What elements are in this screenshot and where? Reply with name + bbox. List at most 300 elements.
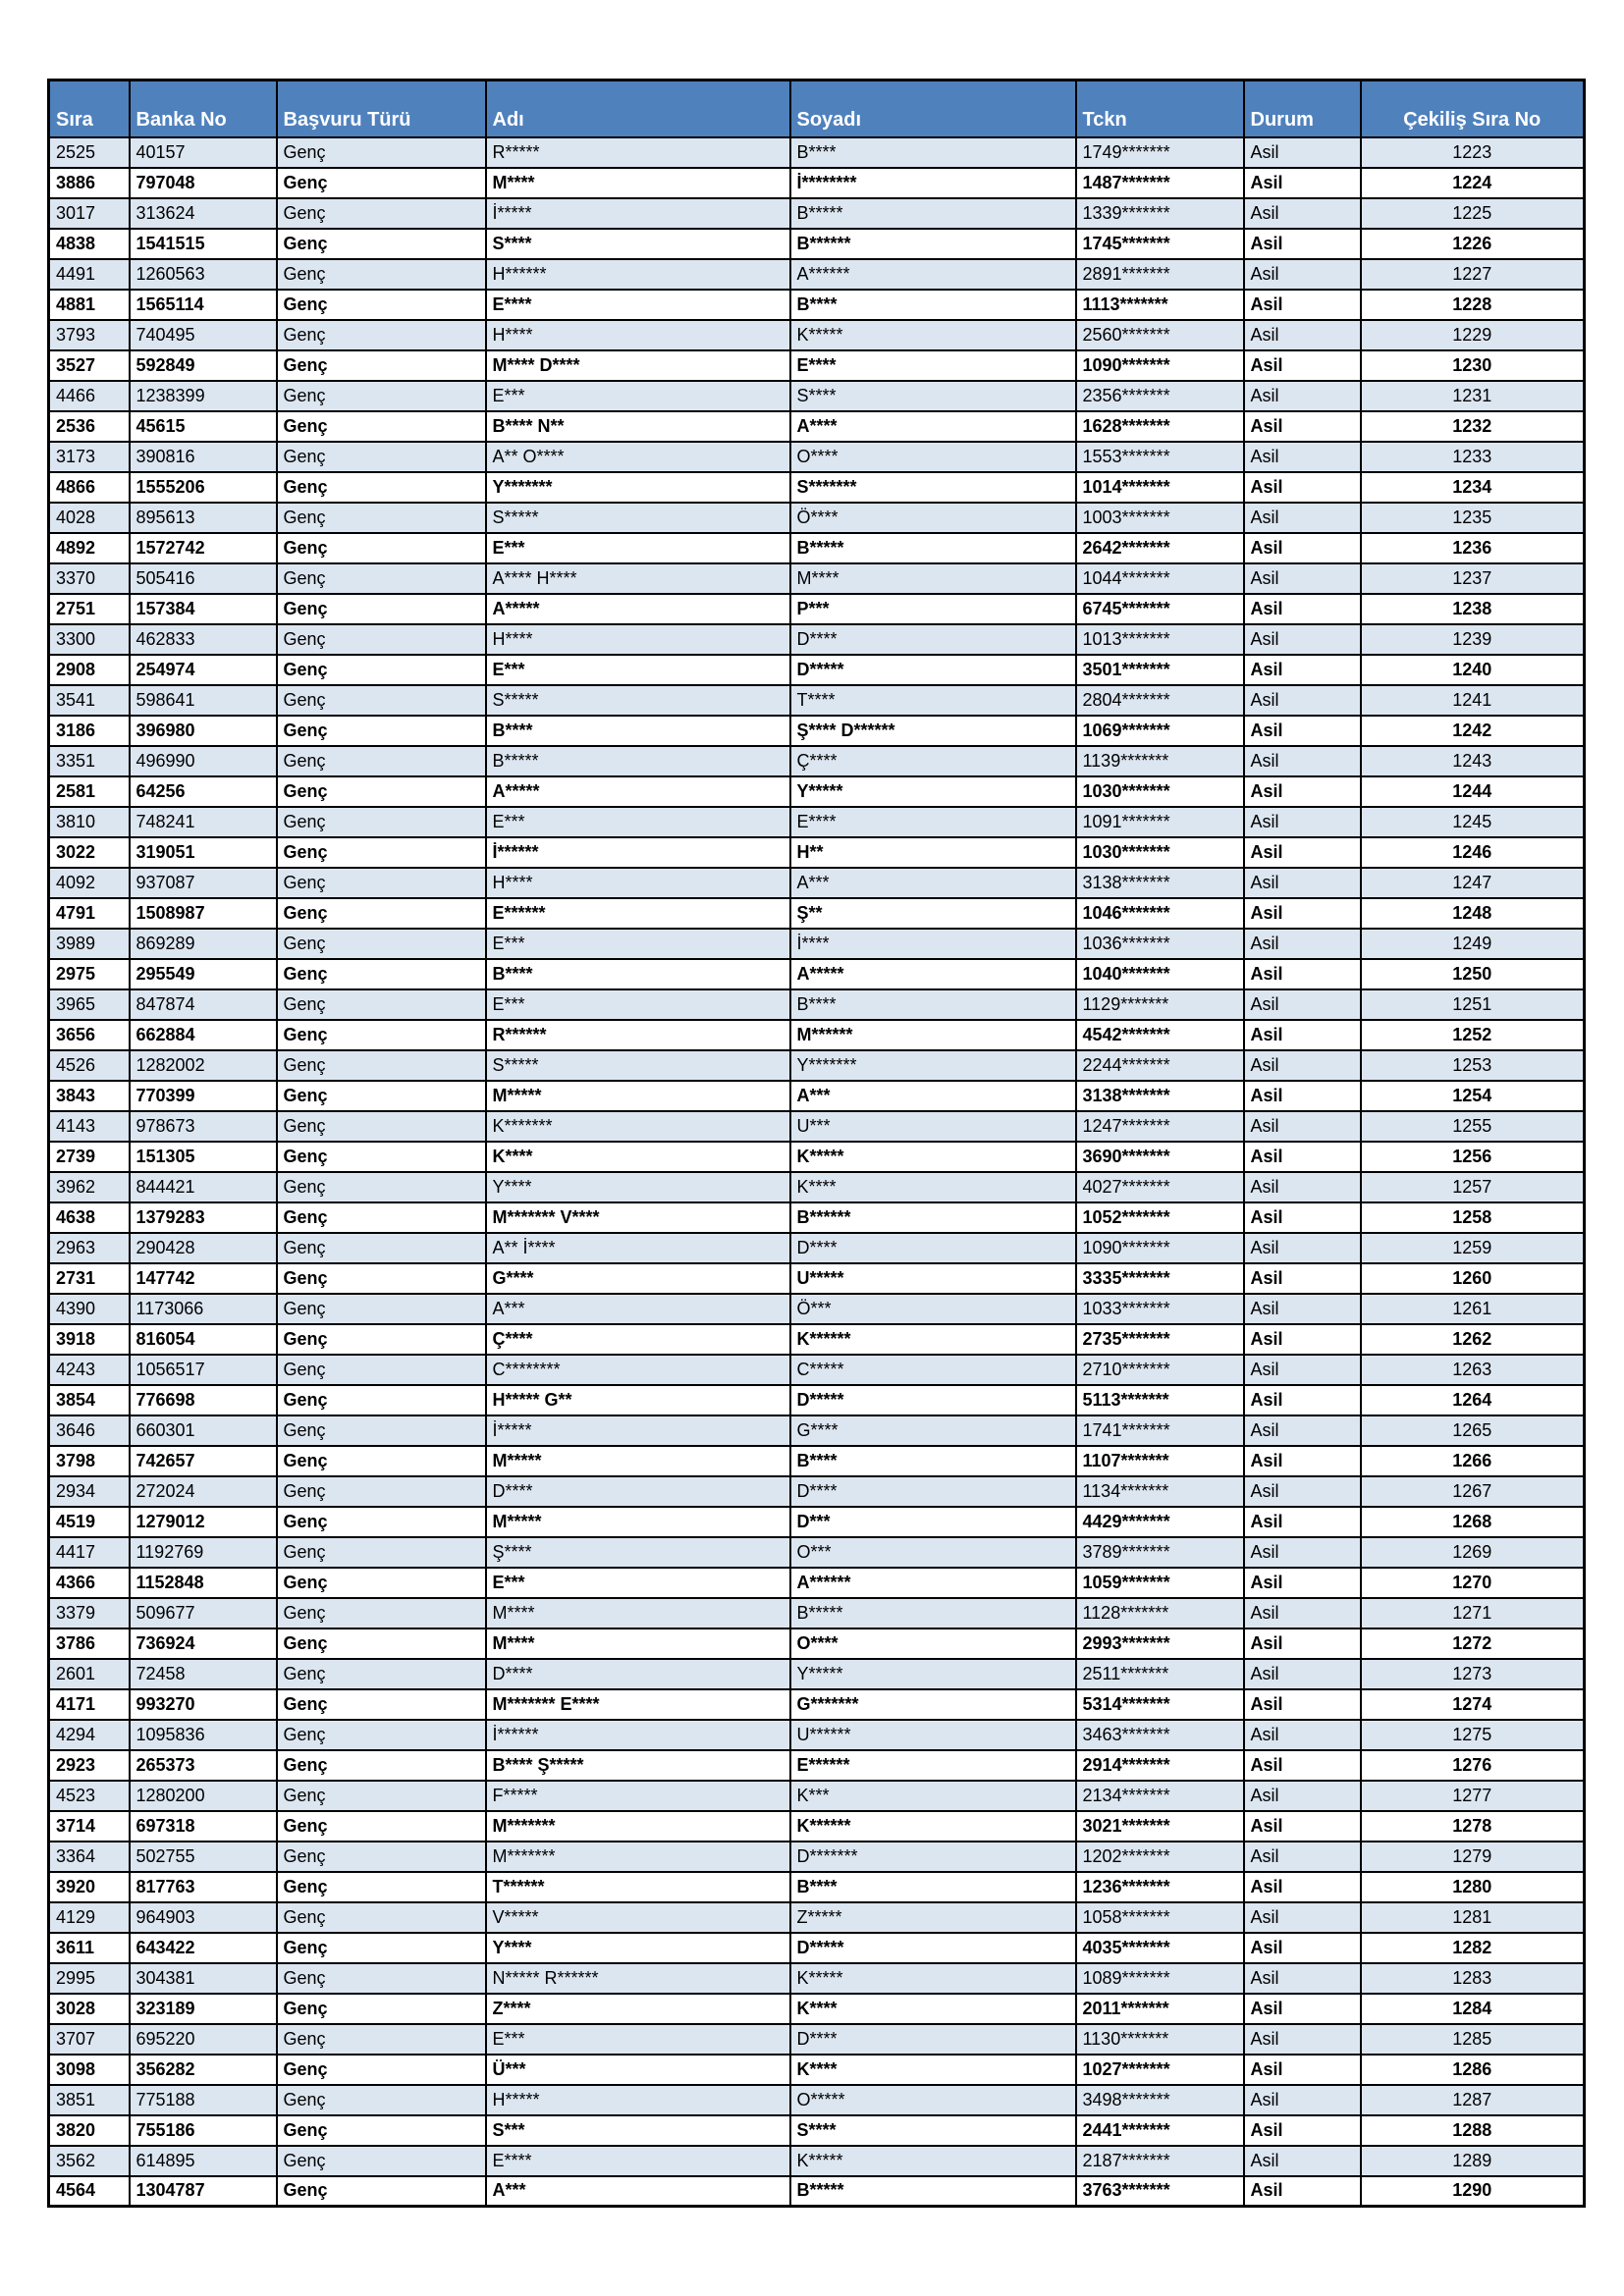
cell-banka-no: 797048 xyxy=(130,168,277,198)
cell-tckn: 1014******* xyxy=(1076,472,1244,503)
cell-basvuru-turu: Genç xyxy=(277,1963,486,1994)
cell-cekilis-sira-no: 1273 xyxy=(1361,1659,1585,1689)
cell-banka-no: 502755 xyxy=(130,1842,277,1872)
cell-soyadi: Ö**** xyxy=(790,503,1076,533)
cell-basvuru-turu: Genç xyxy=(277,868,486,898)
cell-basvuru-turu: Genç xyxy=(277,716,486,746)
cell-tckn: 2441******* xyxy=(1076,2115,1244,2146)
cell-durum: Asil xyxy=(1244,1963,1361,1994)
cell-durum: Asil xyxy=(1244,503,1361,533)
cell-sira: 3656 xyxy=(49,1020,130,1050)
cell-banka-no: 695220 xyxy=(130,2024,277,2055)
cell-soyadi: U***** xyxy=(790,1263,1076,1294)
cell-sira: 3798 xyxy=(49,1446,130,1476)
cell-tckn: 2187******* xyxy=(1076,2146,1244,2176)
table-row xyxy=(49,807,1585,837)
cell-sira: 2739 xyxy=(49,1142,130,1172)
cell-basvuru-turu: Genç xyxy=(277,1020,486,1050)
cell-soyadi: B**** xyxy=(790,1446,1076,1476)
column-header-banka-no: Banka No xyxy=(130,80,277,137)
cell-tckn: 3335******* xyxy=(1076,1263,1244,1294)
cell-sira: 4366 xyxy=(49,1568,130,1598)
cell-banka-no: 295549 xyxy=(130,959,277,989)
cell-tckn: 1030******* xyxy=(1076,837,1244,868)
cell-tckn: 3498******* xyxy=(1076,2085,1244,2115)
table-row xyxy=(49,1629,1585,1659)
cell-banka-no: 740495 xyxy=(130,320,277,350)
cell-cekilis-sira-no: 1227 xyxy=(1361,259,1585,290)
cell-banka-no: 775188 xyxy=(130,2085,277,2115)
cell-sira: 3965 xyxy=(49,989,130,1020)
cell-banka-no: 1260563 xyxy=(130,259,277,290)
table-row xyxy=(49,1902,1585,1933)
cell-soyadi: K***** xyxy=(790,1142,1076,1172)
cell-sira: 3562 xyxy=(49,2146,130,2176)
table-row xyxy=(49,1415,1585,1446)
table-row xyxy=(49,1050,1585,1081)
cell-soyadi: B***** xyxy=(790,1598,1076,1629)
cell-durum: Asil xyxy=(1244,1081,1361,1111)
cell-cekilis-sira-no: 1280 xyxy=(1361,1872,1585,1902)
cell-cekilis-sira-no: 1267 xyxy=(1361,1476,1585,1507)
cell-sira: 3300 xyxy=(49,624,130,655)
cell-soyadi: Ö*** xyxy=(790,1294,1076,1324)
cell-durum: Asil xyxy=(1244,776,1361,807)
cell-basvuru-turu: Genç xyxy=(277,1202,486,1233)
cell-basvuru-turu: Genç xyxy=(277,776,486,807)
cell-sira: 2923 xyxy=(49,1750,130,1781)
cell-durum: Asil xyxy=(1244,1842,1361,1872)
cell-adi: E*** xyxy=(486,381,790,411)
cell-durum: Asil xyxy=(1244,807,1361,837)
column-header-soyadi: Soyadı xyxy=(790,80,1076,137)
table-row xyxy=(49,776,1585,807)
cell-cekilis-sira-no: 1249 xyxy=(1361,929,1585,959)
cell-soyadi: K***** xyxy=(790,320,1076,350)
cell-basvuru-turu: Genç xyxy=(277,2055,486,2085)
cell-durum: Asil xyxy=(1244,229,1361,259)
cell-durum: Asil xyxy=(1244,2055,1361,2085)
cell-cekilis-sira-no: 1284 xyxy=(1361,1994,1585,2024)
cell-soyadi: D***** xyxy=(790,655,1076,685)
cell-soyadi: E**** xyxy=(790,807,1076,837)
cell-durum: Asil xyxy=(1244,563,1361,594)
cell-banka-no: 697318 xyxy=(130,1811,277,1842)
cell-soyadi: U*** xyxy=(790,1111,1076,1142)
cell-durum: Asil xyxy=(1244,2024,1361,2055)
cell-soyadi: A****** xyxy=(790,1568,1076,1598)
table-row xyxy=(49,929,1585,959)
cell-durum: Asil xyxy=(1244,381,1361,411)
cell-basvuru-turu: Genç xyxy=(277,1415,486,1446)
cell-basvuru-turu: Genç xyxy=(277,1324,486,1355)
cell-cekilis-sira-no: 1277 xyxy=(1361,1781,1585,1811)
cell-adi: E*** xyxy=(486,533,790,563)
cell-adi: İ***** xyxy=(486,198,790,229)
cell-basvuru-turu: Genç xyxy=(277,1294,486,1324)
cell-adi: H***** xyxy=(486,2085,790,2115)
cell-adi: H**** xyxy=(486,320,790,350)
cell-sira: 4390 xyxy=(49,1294,130,1324)
cell-cekilis-sira-no: 1289 xyxy=(1361,2146,1585,2176)
cell-sira: 2975 xyxy=(49,959,130,989)
cell-sira: 4171 xyxy=(49,1689,130,1720)
cell-cekilis-sira-no: 1224 xyxy=(1361,168,1585,198)
cell-basvuru-turu: Genç xyxy=(277,1811,486,1842)
cell-cekilis-sira-no: 1269 xyxy=(1361,1537,1585,1568)
cell-sira: 4866 xyxy=(49,472,130,503)
cell-basvuru-turu: Genç xyxy=(277,1233,486,1263)
table-row xyxy=(49,655,1585,685)
cell-cekilis-sira-no: 1241 xyxy=(1361,685,1585,716)
cell-cekilis-sira-no: 1261 xyxy=(1361,1294,1585,1324)
cell-adi: B**** Ş***** xyxy=(486,1750,790,1781)
cell-tckn: 1091******* xyxy=(1076,807,1244,837)
cell-tckn: 2011******* xyxy=(1076,1994,1244,2024)
cell-sira: 2963 xyxy=(49,1233,130,1263)
cell-sira: 2934 xyxy=(49,1476,130,1507)
cell-basvuru-turu: Genç xyxy=(277,1994,486,2024)
cell-soyadi: K***** xyxy=(790,2146,1076,2176)
cell-tckn: 1044******* xyxy=(1076,563,1244,594)
cell-tckn: 3138******* xyxy=(1076,1081,1244,1111)
cell-cekilis-sira-no: 1255 xyxy=(1361,1111,1585,1142)
cell-adi: V***** xyxy=(486,1902,790,1933)
cell-soyadi: Y***** xyxy=(790,776,1076,807)
cell-tckn: 1058******* xyxy=(1076,1902,1244,1933)
cell-soyadi: B***** xyxy=(790,2176,1076,2207)
cell-adi: Y**** xyxy=(486,1933,790,1963)
cell-banka-no: 1555206 xyxy=(130,472,277,503)
cell-cekilis-sira-no: 1259 xyxy=(1361,1233,1585,1263)
cell-banka-no: 509677 xyxy=(130,1598,277,1629)
cell-durum: Asil xyxy=(1244,1568,1361,1598)
cell-tckn: 3501******* xyxy=(1076,655,1244,685)
cell-banka-no: 844421 xyxy=(130,1172,277,1202)
cell-soyadi: C***** xyxy=(790,1355,1076,1385)
cell-basvuru-turu: Genç xyxy=(277,1263,486,1294)
cell-cekilis-sira-no: 1235 xyxy=(1361,503,1585,533)
table-header-row xyxy=(49,80,1585,137)
cell-basvuru-turu: Genç xyxy=(277,1355,486,1385)
cell-banka-no: 1095836 xyxy=(130,1720,277,1750)
cell-sira: 3370 xyxy=(49,563,130,594)
cell-adi: R***** xyxy=(486,137,790,168)
cell-adi: A*** xyxy=(486,2176,790,2207)
cell-basvuru-turu: Genç xyxy=(277,472,486,503)
column-header-basvuru-turu: Başvuru Türü xyxy=(277,80,486,137)
cell-banka-no: 323189 xyxy=(130,1994,277,2024)
cell-basvuru-turu: Genç xyxy=(277,1568,486,1598)
cell-sira: 4791 xyxy=(49,898,130,929)
cell-durum: Asil xyxy=(1244,746,1361,776)
cell-basvuru-turu: Genç xyxy=(277,1050,486,1081)
cell-adi: M******* V**** xyxy=(486,1202,790,1233)
cell-tckn: 2993******* xyxy=(1076,1629,1244,1659)
table-row xyxy=(49,1233,1585,1263)
cell-banka-no: 1279012 xyxy=(130,1507,277,1537)
table-body xyxy=(49,137,1585,2207)
cell-durum: Asil xyxy=(1244,716,1361,746)
cell-banka-no: 978673 xyxy=(130,1111,277,1142)
cell-sira: 4243 xyxy=(49,1355,130,1385)
cell-adi: N***** R****** xyxy=(486,1963,790,1994)
cell-tckn: 3021******* xyxy=(1076,1811,1244,1842)
cell-basvuru-turu: Genç xyxy=(277,1081,486,1111)
cell-soyadi: Ş** xyxy=(790,898,1076,929)
cell-banka-no: 755186 xyxy=(130,2115,277,2146)
table-row xyxy=(49,1446,1585,1476)
table-row xyxy=(49,1385,1585,1415)
cell-banka-no: 1508987 xyxy=(130,898,277,929)
cell-tckn: 2244******* xyxy=(1076,1050,1244,1081)
cell-adi: E****** xyxy=(486,898,790,929)
cell-basvuru-turu: Genç xyxy=(277,1689,486,1720)
cell-cekilis-sira-no: 1271 xyxy=(1361,1598,1585,1629)
cell-soyadi: S******* xyxy=(790,472,1076,503)
cell-sira: 3098 xyxy=(49,2055,130,2085)
cell-basvuru-turu: Genç xyxy=(277,1902,486,1933)
cell-adi: E**** xyxy=(486,290,790,320)
cell-banka-no: 254974 xyxy=(130,655,277,685)
cell-basvuru-turu: Genç xyxy=(277,1933,486,1963)
cell-basvuru-turu: Genç xyxy=(277,898,486,929)
cell-adi: E*** xyxy=(486,1568,790,1598)
cell-adi: T****** xyxy=(486,1872,790,1902)
cell-sira: 3173 xyxy=(49,442,130,472)
cell-tckn: 4542******* xyxy=(1076,1020,1244,1050)
cell-soyadi: O**** xyxy=(790,442,1076,472)
table-row xyxy=(49,1476,1585,1507)
cell-tckn: 1113******* xyxy=(1076,290,1244,320)
cell-banka-no: 390816 xyxy=(130,442,277,472)
cell-sira: 3786 xyxy=(49,1629,130,1659)
cell-adi: Ç**** xyxy=(486,1324,790,1355)
cell-durum: Asil xyxy=(1244,1142,1361,1172)
cell-soyadi: İ******** xyxy=(790,168,1076,198)
cell-basvuru-turu: Genç xyxy=(277,320,486,350)
cell-cekilis-sira-no: 1278 xyxy=(1361,1811,1585,1842)
cell-tckn: 1553******* xyxy=(1076,442,1244,472)
cell-cekilis-sira-no: 1276 xyxy=(1361,1750,1585,1781)
cell-durum: Asil xyxy=(1244,1415,1361,1446)
cell-durum: Asil xyxy=(1244,1050,1361,1081)
cell-tckn: 1487******* xyxy=(1076,168,1244,198)
table-row xyxy=(49,1324,1585,1355)
cell-basvuru-turu: Genç xyxy=(277,533,486,563)
table-row xyxy=(49,1689,1585,1720)
cell-basvuru-turu: Genç xyxy=(277,1446,486,1476)
cell-tckn: 1128******* xyxy=(1076,1598,1244,1629)
table-row xyxy=(49,1507,1585,1537)
cell-sira: 3962 xyxy=(49,1172,130,1202)
cell-adi: S***** xyxy=(486,503,790,533)
cell-banka-no: 662884 xyxy=(130,1020,277,1050)
table-row xyxy=(49,1872,1585,1902)
cell-sira: 3918 xyxy=(49,1324,130,1355)
cell-tckn: 1036******* xyxy=(1076,929,1244,959)
cell-sira: 4417 xyxy=(49,1537,130,1568)
cell-durum: Asil xyxy=(1244,411,1361,442)
cell-cekilis-sira-no: 1229 xyxy=(1361,320,1585,350)
cell-adi: B**** N** xyxy=(486,411,790,442)
cell-cekilis-sira-no: 1263 xyxy=(1361,1355,1585,1385)
cell-adi: A***** xyxy=(486,594,790,624)
cell-sira: 3707 xyxy=(49,2024,130,2055)
table-row xyxy=(49,1202,1585,1233)
cell-tckn: 1202******* xyxy=(1076,1842,1244,1872)
cell-banka-no: 614895 xyxy=(130,2146,277,2176)
cell-soyadi: B***** xyxy=(790,533,1076,563)
table-row xyxy=(49,989,1585,1020)
cell-soyadi: O*** xyxy=(790,1537,1076,1568)
cell-durum: Asil xyxy=(1244,898,1361,929)
cell-adi: K**** xyxy=(486,1142,790,1172)
cell-adi: A**** H**** xyxy=(486,563,790,594)
cell-soyadi: D**** xyxy=(790,624,1076,655)
cell-banka-no: 895613 xyxy=(130,503,277,533)
cell-cekilis-sira-no: 1274 xyxy=(1361,1689,1585,1720)
cell-adi: S***** xyxy=(486,685,790,716)
table-row xyxy=(49,1720,1585,1750)
cell-tckn: 1089******* xyxy=(1076,1963,1244,1994)
cell-banka-no: 1572742 xyxy=(130,533,277,563)
cell-banka-no: 496990 xyxy=(130,746,277,776)
cell-cekilis-sira-no: 1245 xyxy=(1361,807,1585,837)
cell-sira: 3810 xyxy=(49,807,130,837)
table-row xyxy=(49,1842,1585,1872)
cell-sira: 3028 xyxy=(49,1994,130,2024)
cell-cekilis-sira-no: 1247 xyxy=(1361,868,1585,898)
cell-sira: 2908 xyxy=(49,655,130,685)
cell-sira: 4466 xyxy=(49,381,130,411)
table-row xyxy=(49,229,1585,259)
cell-tckn: 5314******* xyxy=(1076,1689,1244,1720)
cell-cekilis-sira-no: 1268 xyxy=(1361,1507,1585,1537)
cell-soyadi: D***** xyxy=(790,1385,1076,1415)
cell-banka-no: 964903 xyxy=(130,1902,277,1933)
cell-adi: A** İ**** xyxy=(486,1233,790,1263)
cell-adi: E**** xyxy=(486,2146,790,2176)
cell-tckn: 1059******* xyxy=(1076,1568,1244,1598)
cell-cekilis-sira-no: 1231 xyxy=(1361,381,1585,411)
table-row xyxy=(49,2146,1585,2176)
table-row xyxy=(49,533,1585,563)
cell-durum: Asil xyxy=(1244,959,1361,989)
cell-soyadi: K**** xyxy=(790,2055,1076,2085)
table-row xyxy=(49,959,1585,989)
cell-tckn: 3690******* xyxy=(1076,1142,1244,1172)
table-row xyxy=(49,1598,1585,1629)
cell-soyadi: D**** xyxy=(790,2024,1076,2055)
column-header-tckn: Tckn xyxy=(1076,80,1244,137)
cell-sira: 4294 xyxy=(49,1720,130,1750)
cell-basvuru-turu: Genç xyxy=(277,259,486,290)
cell-sira: 4028 xyxy=(49,503,130,533)
cell-banka-no: 72458 xyxy=(130,1659,277,1689)
cell-tckn: 1107******* xyxy=(1076,1446,1244,1476)
cell-cekilis-sira-no: 1272 xyxy=(1361,1629,1585,1659)
cell-tckn: 4429******* xyxy=(1076,1507,1244,1537)
cell-cekilis-sira-no: 1244 xyxy=(1361,776,1585,807)
cell-sira: 4143 xyxy=(49,1111,130,1142)
cell-adi: Z**** xyxy=(486,1994,790,2024)
cell-banka-no: 265373 xyxy=(130,1750,277,1781)
cell-cekilis-sira-no: 1234 xyxy=(1361,472,1585,503)
cell-adi: B**** xyxy=(486,716,790,746)
cell-banka-no: 304381 xyxy=(130,1963,277,1994)
cell-adi: Ş**** xyxy=(486,1537,790,1568)
table-row xyxy=(49,411,1585,442)
cell-adi: M******* E**** xyxy=(486,1689,790,1720)
cell-tckn: 2891******* xyxy=(1076,259,1244,290)
cell-cekilis-sira-no: 1257 xyxy=(1361,1172,1585,1202)
cell-basvuru-turu: Genç xyxy=(277,290,486,320)
cell-basvuru-turu: Genç xyxy=(277,837,486,868)
cell-durum: Asil xyxy=(1244,1507,1361,1537)
cell-soyadi: E****** xyxy=(790,1750,1076,1781)
cell-basvuru-turu: Genç xyxy=(277,807,486,837)
cell-sira: 4523 xyxy=(49,1781,130,1811)
table-row xyxy=(49,685,1585,716)
table-row xyxy=(49,1963,1585,1994)
cell-durum: Asil xyxy=(1244,1355,1361,1385)
cell-adi: B**** xyxy=(486,959,790,989)
cell-durum: Asil xyxy=(1244,1598,1361,1629)
cell-banka-no: 847874 xyxy=(130,989,277,1020)
cell-sira: 4491 xyxy=(49,259,130,290)
cell-banka-no: 592849 xyxy=(130,350,277,381)
table-row xyxy=(49,320,1585,350)
cell-soyadi: M****** xyxy=(790,1020,1076,1050)
cell-durum: Asil xyxy=(1244,320,1361,350)
cell-adi: E*** xyxy=(486,2024,790,2055)
cell-soyadi: D**** xyxy=(790,1233,1076,1263)
cell-basvuru-turu: Genç xyxy=(277,2176,486,2207)
cell-durum: Asil xyxy=(1244,1020,1361,1050)
cell-cekilis-sira-no: 1250 xyxy=(1361,959,1585,989)
cell-soyadi: B**** xyxy=(790,290,1076,320)
cell-sira: 3843 xyxy=(49,1081,130,1111)
cell-soyadi: B***** xyxy=(790,198,1076,229)
cell-soyadi: Y******* xyxy=(790,1050,1076,1081)
cell-durum: Asil xyxy=(1244,1446,1361,1476)
cell-adi: Y**** xyxy=(486,1172,790,1202)
cell-cekilis-sira-no: 1236 xyxy=(1361,533,1585,563)
cell-sira: 3646 xyxy=(49,1415,130,1446)
cell-banka-no: 1304787 xyxy=(130,2176,277,2207)
cell-adi: D**** xyxy=(486,1476,790,1507)
cell-soyadi: B****** xyxy=(790,229,1076,259)
cell-durum: Asil xyxy=(1244,685,1361,716)
cell-durum: Asil xyxy=(1244,624,1361,655)
cell-sira: 3989 xyxy=(49,929,130,959)
cell-tckn: 1247******* xyxy=(1076,1111,1244,1142)
cell-adi: A*** xyxy=(486,1294,790,1324)
cell-durum: Asil xyxy=(1244,2146,1361,2176)
cell-adi: M**** D**** xyxy=(486,350,790,381)
cell-basvuru-turu: Genç xyxy=(277,655,486,685)
cell-banka-no: 290428 xyxy=(130,1233,277,1263)
cell-cekilis-sira-no: 1266 xyxy=(1361,1446,1585,1476)
cell-adi: Ü*** xyxy=(486,2055,790,2085)
cell-tckn: 1134******* xyxy=(1076,1476,1244,1507)
cell-sira: 2731 xyxy=(49,1263,130,1294)
cell-banka-no: 1238399 xyxy=(130,381,277,411)
table-row xyxy=(49,2055,1585,2085)
cell-durum: Asil xyxy=(1244,1385,1361,1415)
table-row xyxy=(49,472,1585,503)
